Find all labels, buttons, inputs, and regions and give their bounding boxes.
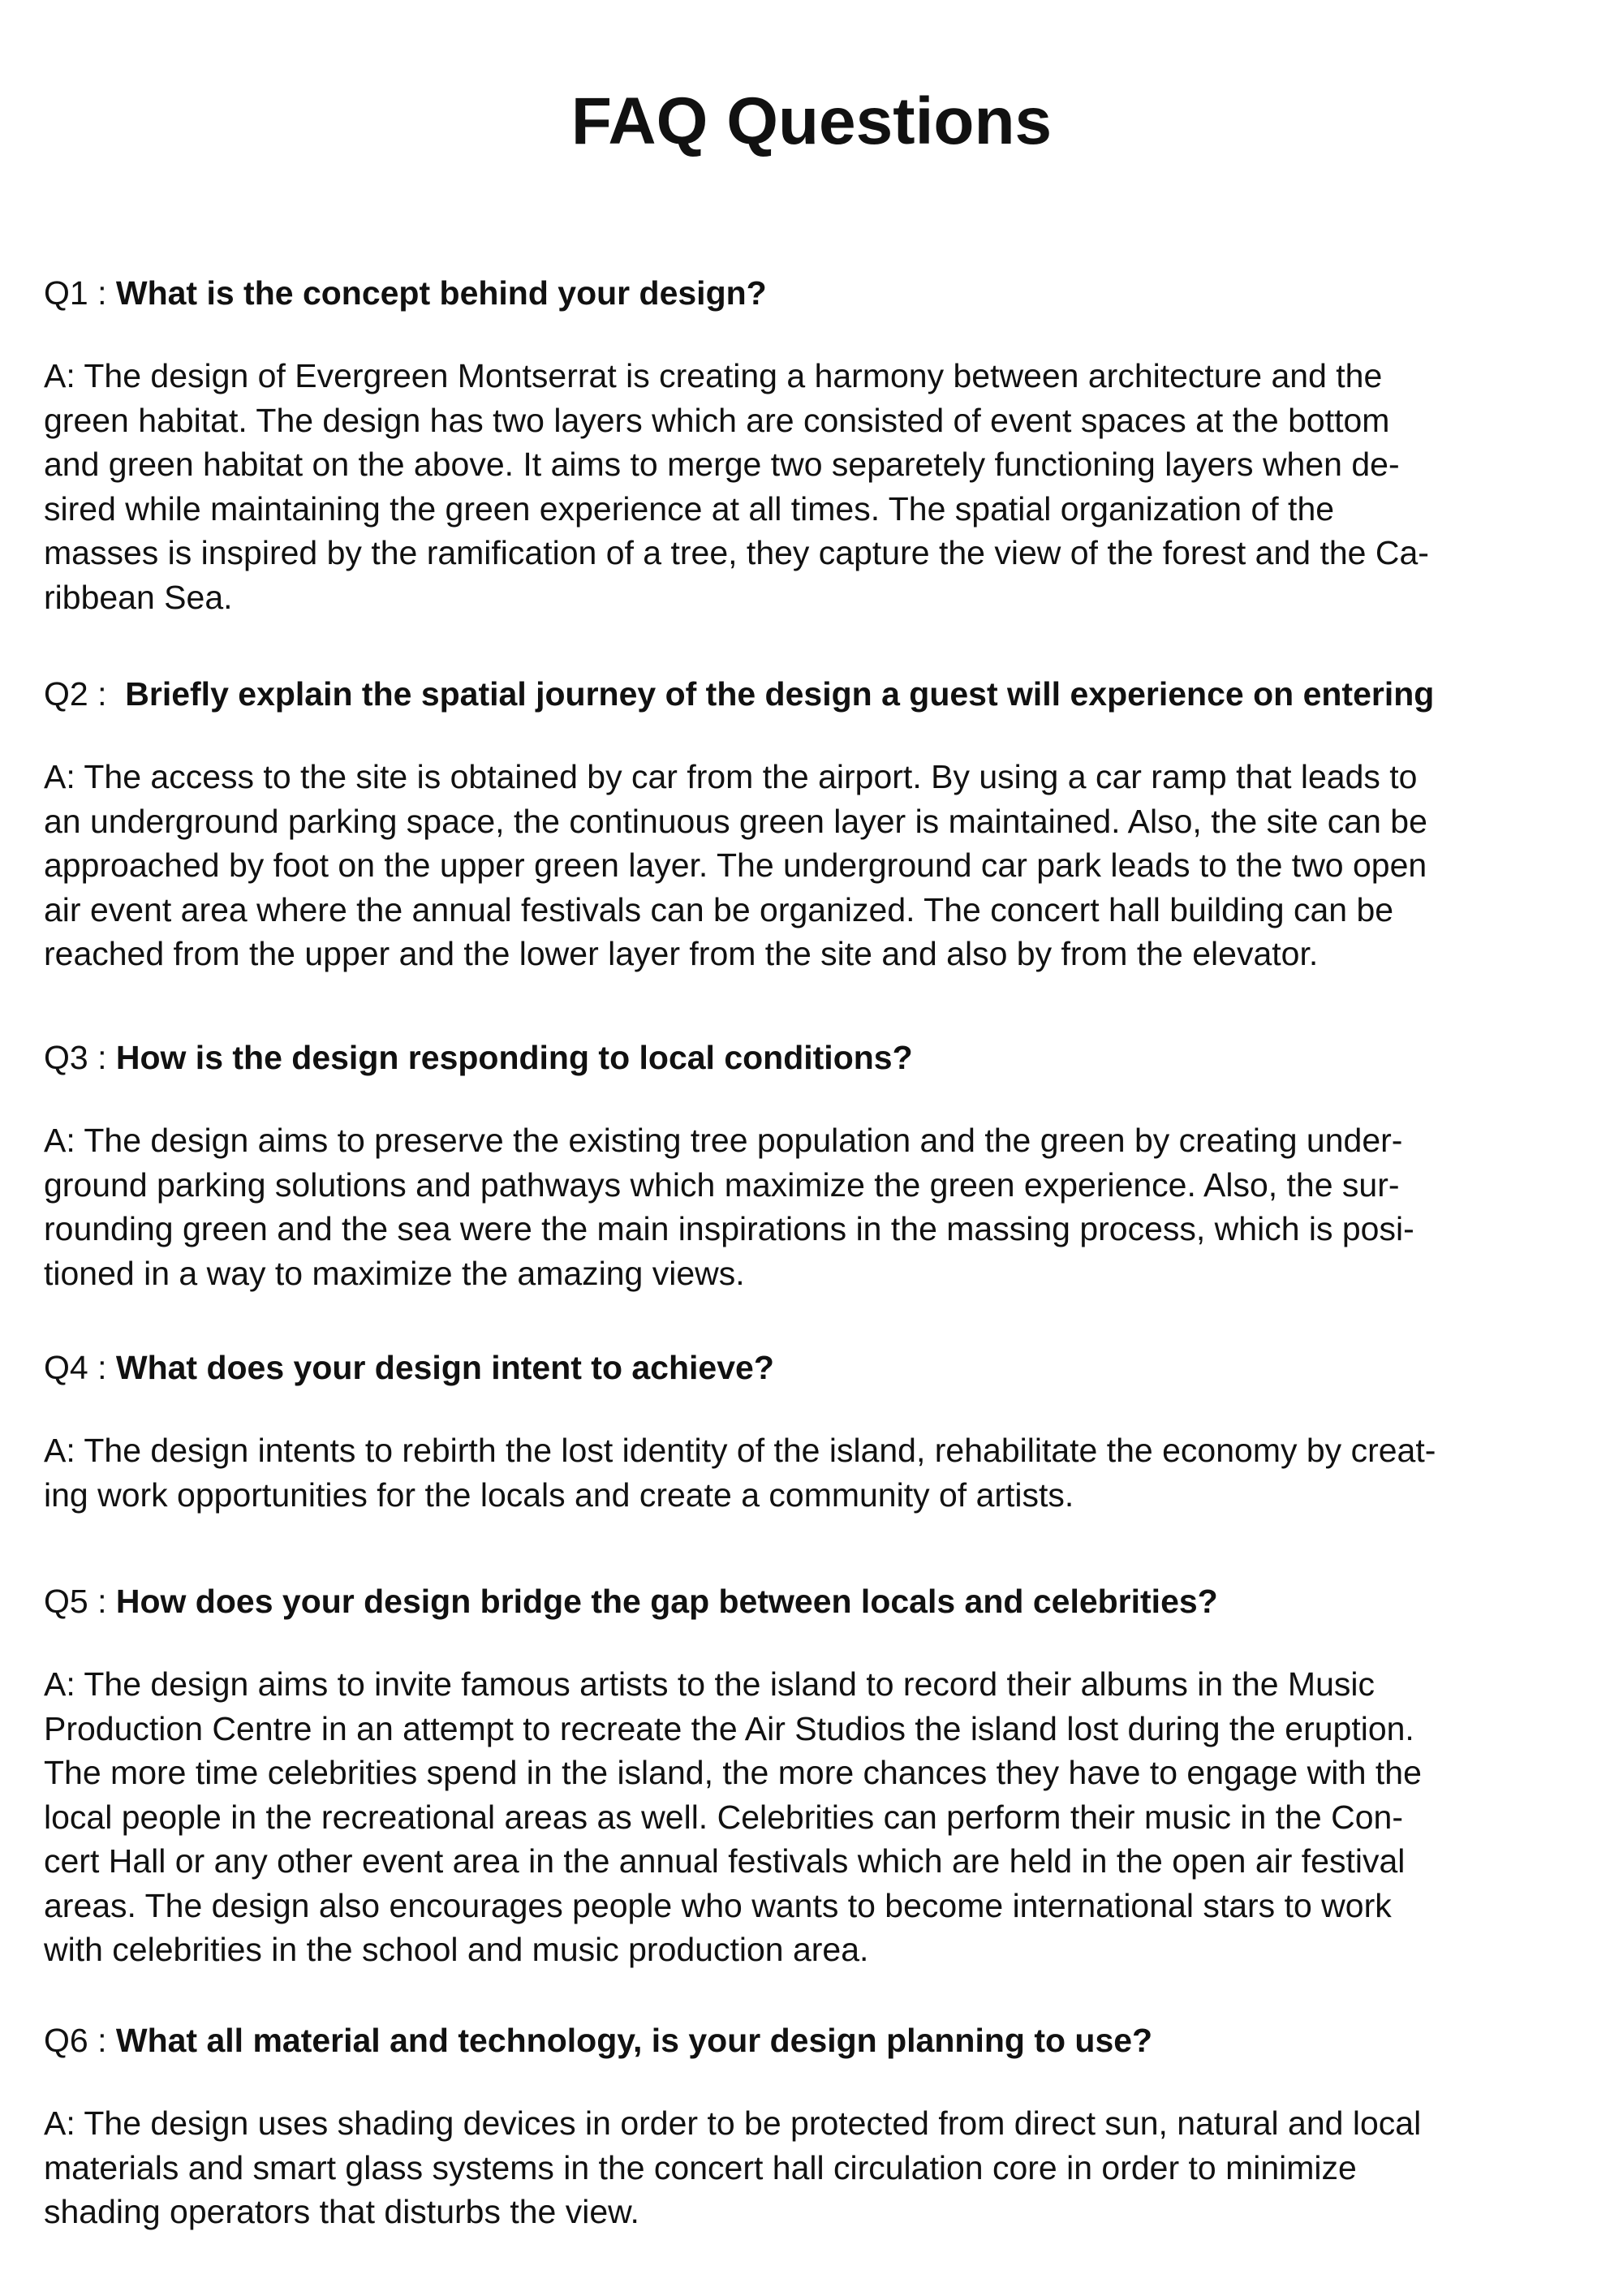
question-number: Q2 : <box>44 675 126 713</box>
faq-answer-5 <box>44 1662 1586 1972</box>
faq-answer-3 <box>44 1118 1586 1295</box>
question-number: Q4 : <box>44 1349 116 1386</box>
faq-answer-2 <box>44 755 1586 976</box>
faq-question-4 <box>44 1346 1586 1389</box>
answer-line: areas. The design also encourages people who wants to become international stars to work <box>44 1886 1392 1924</box>
answer-line: A: The design uses shading devices in order to be protected from direct sun, natural and local <box>44 2104 1422 2142</box>
answer-line: and green habitat on the above. It aims to merge two separetely functioning layers when de- <box>44 446 1400 483</box>
answer-line: A: The access to the site is obtained by car from the airport. By using a car ramp that leads to <box>44 758 1418 795</box>
faq-answer-1 <box>44 354 1586 619</box>
question-text: How does your design bridge the gap between locals and celebrities? <box>115 1583 1218 1620</box>
faq-answer-4 <box>44 1428 1586 1517</box>
answer-line: air event area where the annual festivals can be organized. The concert hall building can be <box>44 890 1394 928</box>
faq-question-5 <box>44 1579 1586 1623</box>
answer-line: an underground parking space, the continuous green layer is maintained. Also, the site can be <box>44 802 1427 840</box>
answer-line: cert Hall or any other event area in the annual festivals which are held in the open air festival <box>44 1842 1406 1880</box>
question-text: What is the concept behind your design? <box>115 274 767 312</box>
faq-item-5 <box>44 1579 1586 1972</box>
question-number: Q1 : <box>44 274 116 312</box>
answer-line: masses is inspired by the ramification of a tree, they capture the view of the forest and the Ca- <box>44 534 1429 571</box>
faq-question-2 <box>44 672 1586 716</box>
answer-line: A: The design of Evergreen Montserrat is creating a harmony between architecture and the <box>44 357 1383 394</box>
answer-line: A: The design aims to preserve the existing tree population and the green by creating under- <box>44 1122 1403 1159</box>
answer-line: materials and smart glass systems in the concert hall circulation core in order to minimize <box>44 2148 1357 2186</box>
answer-line: sired while maintaining the green experience at all times. The spatial organization of the <box>44 489 1335 528</box>
faq-item-4 <box>44 1346 1586 1517</box>
question-text: Briefly explain the spatial journey of the design a guest will experience on entering <box>125 675 1435 713</box>
answer-line: tioned in a way to maximize the amazing views. <box>44 1254 745 1292</box>
answer-line: ribbean Sea. <box>44 578 233 616</box>
answer-line: The more time celebrities spend in the island, the more chances they have to engage with the <box>44 1754 1422 1791</box>
question-number: Q3 : <box>44 1039 116 1076</box>
question-number: Q6 : <box>44 2022 116 2059</box>
answer-line: ground parking solutions and pathways which maximize the green experience. Also, the sur- <box>44 1165 1400 1204</box>
answer-line: A: The design aims to invite famous artists to the island to record their albums in the Music <box>44 1665 1375 1703</box>
answer-line: Production Centre in an attempt to recreate the Air Studios the island lost during the eruption. <box>44 1709 1414 1747</box>
faq-item-1 <box>44 271 1586 619</box>
answer-line: approached by foot on the upper green layer. The underground car park leads to the two open <box>44 846 1427 884</box>
answer-line: with celebrities in the school and music production area. <box>44 1931 869 1968</box>
answer-line: local people in the recreational areas as well. Celebrities can perform their music in the Con- <box>44 1798 1403 1836</box>
faq-item-3 <box>44 1036 1586 1295</box>
question-text: What does your design intent to achieve? <box>115 1349 774 1386</box>
question-text: What all material and technology, is your design planning to use? <box>115 2022 1153 2059</box>
answer-line: ing work opportunities for the locals and create a community of artists. <box>44 1475 1074 1514</box>
question-number: Q5 : <box>44 1583 116 1620</box>
faq-question-1 <box>44 271 1586 315</box>
answer-line: rounding green and the sea were the main inspirations in the massing process, which is posi- <box>44 1210 1414 1247</box>
faq-question-6 <box>44 2018 1586 2062</box>
faq-item-6 <box>44 2018 1586 2234</box>
answer-line: green habitat. The design has two layers which are consisted of event spaces at the bottom <box>44 401 1390 439</box>
page-title: FAQ Questions <box>570 84 1053 158</box>
question-text: How is the design responding to local conditions? <box>115 1039 913 1076</box>
faq-item-2 <box>44 672 1586 976</box>
answer-line: shading operators that disturbs the view. <box>44 2193 639 2230</box>
faq-answer-6 <box>44 2101 1586 2234</box>
answer-line: A: The design intents to rebirth the lost identity of the island, rehabilitate the economy by creat- <box>44 1432 1436 1469</box>
answer-line: reached from the upper and the lower layer from the site and also by from the elevator. <box>44 935 1319 972</box>
faq-question-3 <box>44 1036 1586 1079</box>
